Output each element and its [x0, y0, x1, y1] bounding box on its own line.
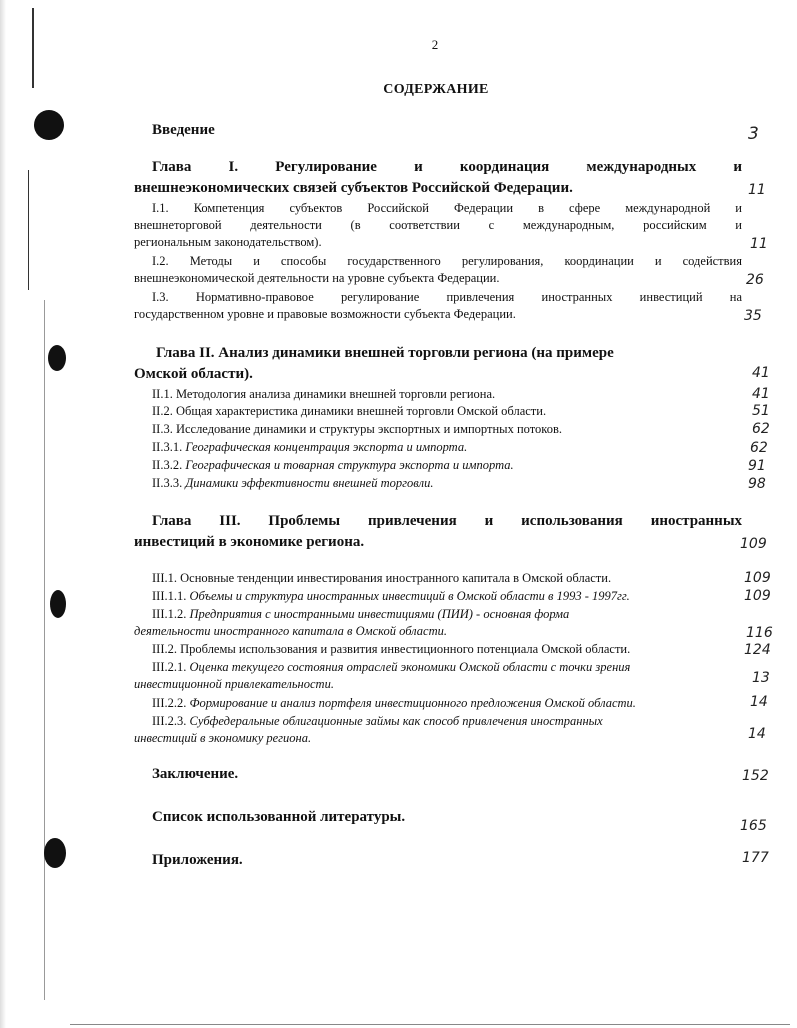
toc-entry: [152, 695, 636, 712]
page-ref: 3: [748, 124, 759, 144]
toc-entry-cont: инвестиций в экономику региона.: [134, 731, 312, 745]
entry-title: Объемы и структура иностранных инвестиций в Омской области в 1993 - 1997гг.: [189, 589, 630, 603]
chapter-2-title-cont: Омской области).: [134, 366, 253, 382]
page-ref: 109: [744, 588, 771, 604]
entry-number: III.2.1.: [152, 660, 187, 674]
chapter-1-title-cont: внешнеэкономических связей субъектов Российской Федерации.: [134, 180, 573, 196]
toc-entry: [152, 606, 742, 623]
word: Глава: [152, 513, 192, 529]
page-ref: 41: [752, 386, 770, 402]
entry-number: II.3.2.: [152, 458, 183, 472]
page-ref: 91: [748, 458, 766, 474]
toc-entry: I.1. Компетенция субъектов Российской Федерации в сфере международной и: [152, 201, 742, 215]
scan-edge: [0, 0, 6, 1028]
page-ref: 109: [740, 536, 767, 552]
toc-entry: I.3. Нормативно-правовое регулирование привлечения иностранных инвестиций на: [152, 290, 742, 304]
binder-hole-mark: [48, 345, 66, 371]
toc-literature: Список использованной литературы.: [152, 809, 406, 825]
word: III.: [219, 513, 241, 529]
entry-number: III.1.2.: [152, 607, 187, 621]
word: использования: [521, 513, 623, 529]
page-ref: 177: [742, 850, 769, 866]
entry-number: II.3.1.: [152, 440, 183, 454]
toc-entry-cont: региональным законодательством).: [134, 235, 322, 249]
page-ref: 51: [752, 403, 770, 419]
toc-entry: [152, 475, 434, 492]
word: и: [484, 513, 494, 529]
entry-title: Формирование и анализ портфеля инвестиционного предложения Омской области.: [189, 696, 636, 710]
entry-number: III.2.2.: [152, 696, 187, 710]
toc-entry: [152, 713, 742, 730]
entry-title: Географическая и товарная структура экспорта и импорта.: [185, 458, 514, 472]
word: и: [414, 159, 423, 175]
toc-entry: III.2. Проблемы использования и развития инвестиционного потенциала Омской области.: [152, 642, 631, 656]
page-number: 2: [431, 37, 439, 52]
binder-hole-mark: [34, 110, 64, 140]
page-ref: 11: [750, 236, 768, 252]
entry-number: II.3.3.: [152, 476, 183, 490]
scan-mark: [28, 170, 29, 290]
toc-entry-cont: деятельности иностранного капитала в Омской области.: [134, 624, 447, 638]
toc-entry: I.2. Методы и способы государственного регулирования, координации и содействия: [152, 254, 742, 268]
scan-edge-bottom: [70, 1024, 790, 1025]
word: I.: [228, 159, 239, 175]
toc-entry: [152, 588, 630, 605]
word: иностранных: [650, 513, 743, 529]
toc-entry: [152, 457, 514, 474]
toc-intro: Введение: [152, 122, 215, 138]
toc-entry: II.1. Методология анализа динамики внешней торговли региона.: [152, 387, 496, 401]
page-ref: 13: [752, 670, 770, 686]
page-ref: 165: [740, 818, 767, 834]
toc-appendix: Приложения.: [152, 852, 243, 868]
entry-number: III.2.3.: [152, 714, 187, 728]
page-ref: 109: [744, 570, 771, 586]
word: координация: [459, 159, 550, 175]
toc-entry-cont: внешнеторговой деятельности (в соответствии с международным, российским и: [134, 218, 742, 232]
word: Регулирование: [275, 159, 377, 175]
toc-conclusion: Заключение.: [152, 766, 239, 782]
entry-title: Субфедеральные облигационные займы как способ привлечения иностранных: [189, 714, 603, 728]
word: привлечения: [367, 513, 457, 529]
toc-entry-cont: инвестиционной привлекательности.: [134, 677, 334, 691]
word: международных: [586, 159, 697, 175]
page-ref: 35: [744, 308, 762, 324]
entry-number: III.1.1.: [152, 589, 187, 603]
page-ref: 14: [750, 694, 768, 710]
chapter-1-title: [152, 157, 742, 178]
binder-hole-mark: [50, 590, 66, 618]
page-ref: 62: [750, 440, 768, 456]
entry-title: Динамики эффективности внешней торговли.: [185, 476, 434, 490]
toc-entry: II.3. Исследование динамики и структуры экспортных и импортных потоков.: [152, 422, 562, 436]
page-ref: 26: [746, 272, 764, 288]
page-ref: 98: [748, 476, 766, 492]
page-ref: 116: [746, 625, 773, 641]
scan-mark: [44, 300, 45, 1000]
chapter-3-title-cont: инвестиций в экономике региона.: [134, 534, 365, 550]
toc-entry-cont: государственном уровне и правовые возможности субъекта Федерации.: [134, 307, 516, 321]
page-ref: 41: [752, 365, 770, 381]
entry-title: Географическая концентрация экспорта и импорта.: [185, 440, 468, 454]
word: Глава: [152, 159, 192, 175]
word: и: [733, 159, 743, 175]
toc-entry: II.2. Общая характеристика динамики внешней торговли Омской области.: [152, 404, 547, 418]
page-ref: 62: [752, 421, 770, 437]
chapter-3-title: [152, 511, 742, 532]
page-ref: 152: [742, 768, 769, 784]
page-ref: 14: [748, 726, 766, 742]
toc-entry: III.1. Основные тенденции инвестирования иностранного капитала в Омской области.: [152, 571, 612, 585]
toc-title: СОДЕРЖАНИЕ: [383, 82, 489, 97]
chapter-2-title: Глава II. Анализ динамики внешней торговли региона (на примере: [156, 345, 614, 361]
word: Проблемы: [268, 513, 341, 529]
page-ref: 124: [744, 642, 771, 658]
toc-entry: [152, 659, 742, 676]
binder-hole-mark: [44, 838, 66, 868]
entry-title: Предприятия с иностранными инвестициями (ПИИ) - основная форма: [189, 607, 570, 621]
entry-title: Оценка текущего состояния отраслей экономики Омской области с точки зрения: [189, 660, 631, 674]
page-ref: 11: [748, 182, 766, 198]
toc-entry: [152, 439, 467, 456]
toc-entry-cont: внешнеэкономической деятельности на уровне субъекта Федерации.: [134, 271, 500, 285]
